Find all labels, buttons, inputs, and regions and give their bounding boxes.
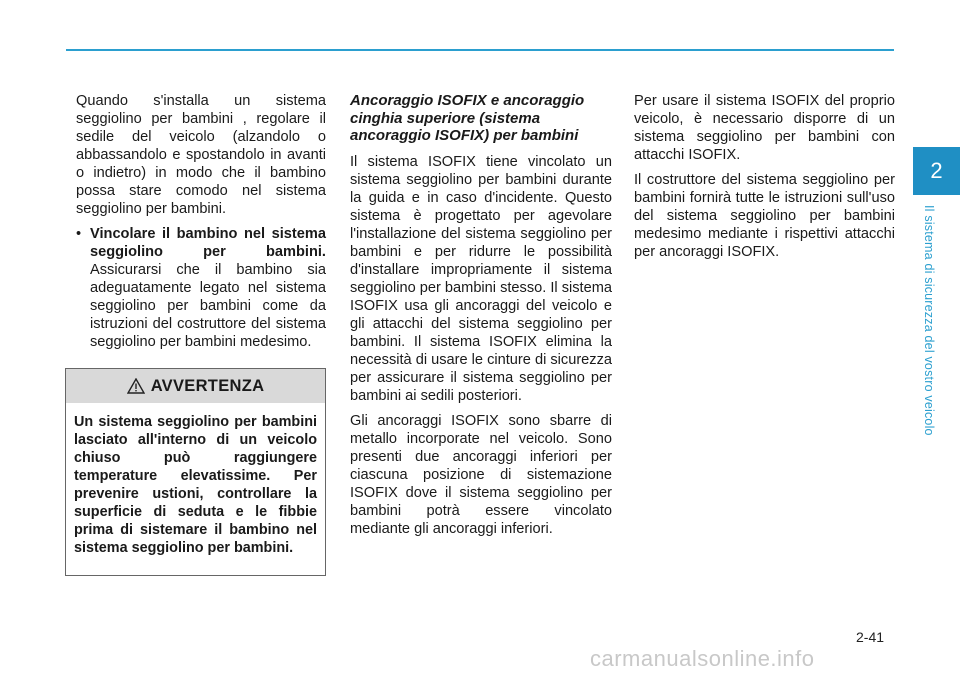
column-3 xyxy=(634,92,895,268)
paragraph: Quando s'installa un sistema seggiolino per bambini , regolare il sedile del veicolo (alzandolo o abbassandolo e spostandolo in avanti o indietro) in modo che il bambino possa stare comodo nel sistema seggiolino per bambini. xyxy=(76,93,326,217)
paragraph: Gli ancoraggi ISOFIX sono sbarre di metallo incorporate nel veicolo. Sono presenti due ancoraggi inferiori per ciascuna posizione di sistemazione ISOFIX dove il sistema seggiolino per bambini potrà essere vincolato mediante gli ancoraggi inferiori. xyxy=(350,412,612,537)
bullet-text: Assicurarsi che il bambino sia adeguatamente legato nel sistema seggiolino per bambini come da istruzioni del costruttore del sistema seggiolino per bambini medesimo. xyxy=(90,262,326,350)
paragraph: Per usare il sistema ISOFIX del proprio veicolo, è necessario disporre di un sistema seggiolino per bambini con attacchi ISOFIX. xyxy=(634,93,895,163)
warning-text: Un sistema seggiolino per bambini lasciato all'interno di un veicolo chiuso può raggiungere temperature elevatissime. Per prevenire ustioni, controllare la superficie di seduta e le fibbie prima di sistemare il bambino nel sistema seggiolino per bambini. xyxy=(74,414,317,556)
bullet-text-container xyxy=(90,225,326,351)
warning-box xyxy=(65,368,326,576)
header-rule xyxy=(66,49,894,51)
bullet-bold-text: Vincolare il bambino nel sistema seggiolino per bambini. xyxy=(90,226,326,260)
chapter-title: Il sistema di sicurezza del vostro veicolo xyxy=(922,205,936,436)
bullet-item xyxy=(76,225,326,351)
chapter-number: 2 xyxy=(930,158,943,183)
bullet-symbol: • xyxy=(76,226,82,242)
warning-header xyxy=(66,369,325,403)
section-heading: Ancoraggio ISOFIX e ancoraggio cinghia superiore (sistema ancoraggio ISOFIX) per bambini xyxy=(350,92,585,144)
page-number: 2-41 xyxy=(856,629,885,645)
paragraph: Il costruttore del sistema seggiolino per bambini fornirà tutte le istruzioni sull'uso del sistema seggiolino per bambini medesimo mediante i rispettivi attacchi per ancoraggi ISOFIX. xyxy=(634,172,895,260)
column-1 xyxy=(76,92,326,351)
column-2 xyxy=(350,92,612,545)
chapter-tab xyxy=(913,147,960,195)
warning-triangle-icon xyxy=(127,378,145,394)
paragraph: Il sistema ISOFIX tiene vincolato un sistema seggiolino per bambini durante la guida e in caso d'incidente. Questo sistema è progettato per agevolare l'installazione del sistema seggiolino per bambini e per ridurre le possibilità d'installare impropriamente il sistema seggiolino per bambini stesso. Il sistema ISOFIX usa gli ancoraggi del veicolo e gli attacchi del sistema seggiolino per bambini. Il sistema ISOFIX elimina la necessità di usare le cinture di sicurezza per assicurare il sistema seggiolino per bambini ai sedili posteriori. xyxy=(350,153,613,404)
watermark: carmanualsonline.info xyxy=(590,646,815,671)
warning-title: AVVERTENZA xyxy=(150,376,265,395)
